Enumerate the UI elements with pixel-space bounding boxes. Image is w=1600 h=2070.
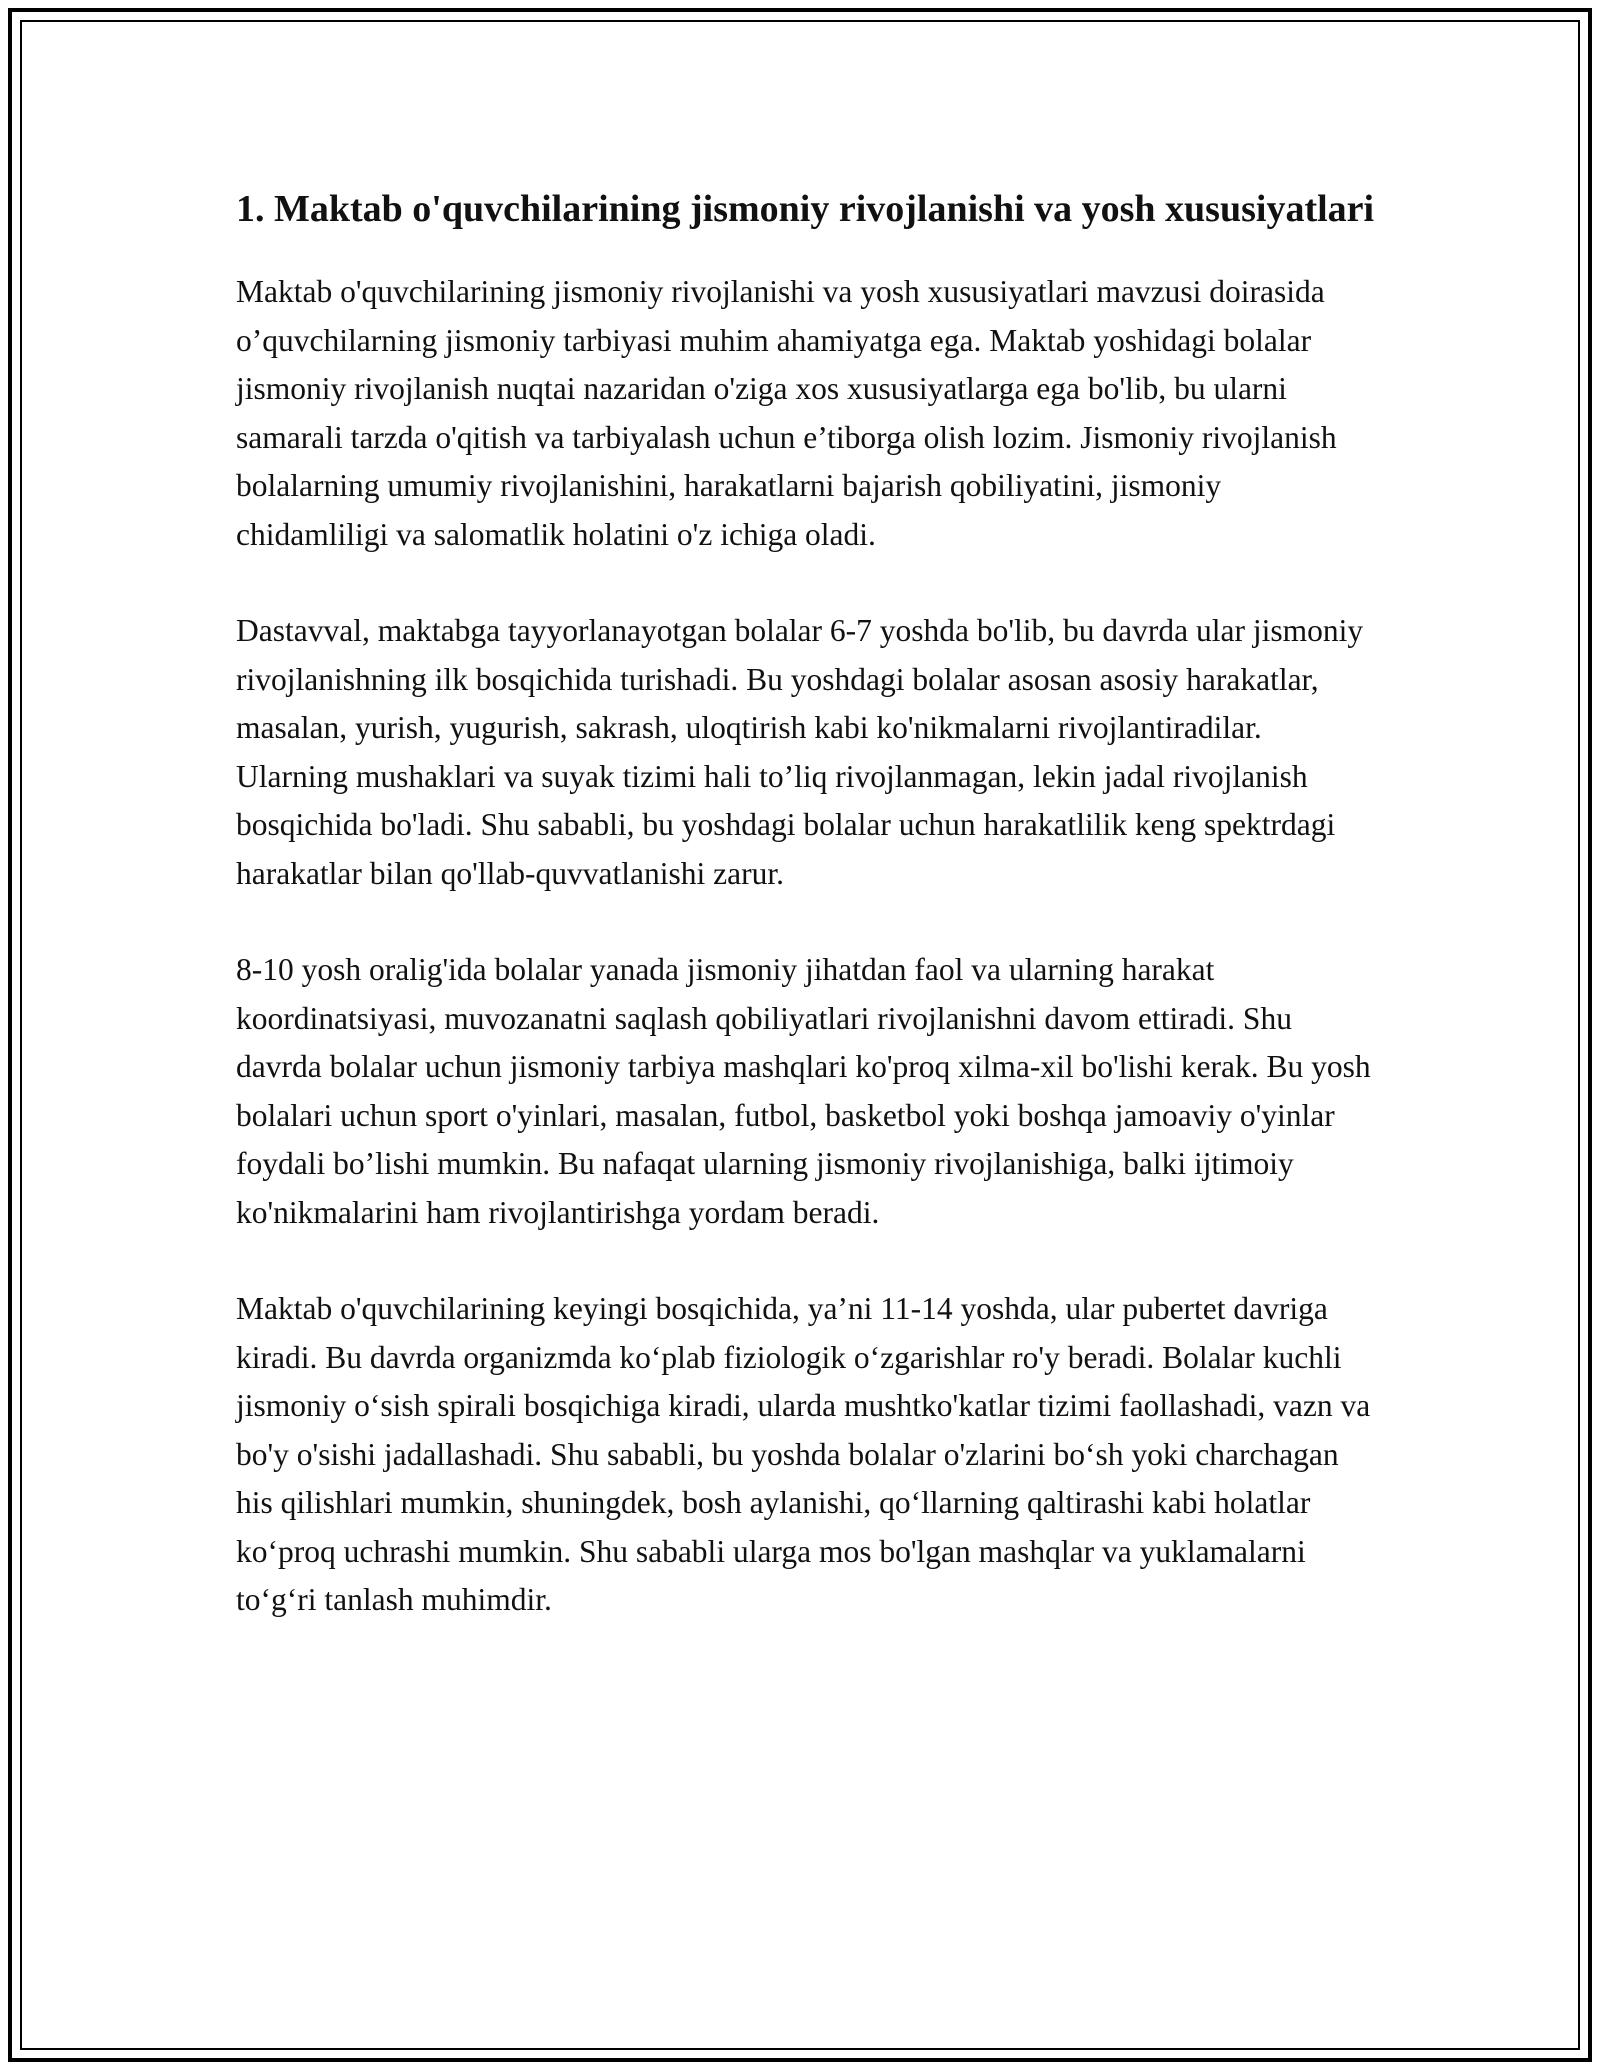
section-title: 1. Maktab o'quvchilarining jismoniy rivojlanishi va yosh xususiyatlari: [236, 188, 1375, 230]
paragraph-age-6-7: Dastavval, maktabga tayyorlanayotgan bolalar 6-7 yoshda bo'lib, bu davrda ular jismoniy rivojlanishning ilk bosqichida turishadi. Bu yoshdagi bolalar asosan asosiy harakatlar, masalan, yurish, yugurish, sakrash, uloqtirish kabi ko'nikmalarni rivojlantiradilar. Ularning mushaklari va suyak tizimi hali to’liq rivojlanmagan, lekin jadal rivojlanish bosqichida bo'ladi. Shu sababli, bu yoshdagi bolalar uchun harakatlilik keng spektrdagi harakatlar bilan qo'llab-quvvatlanishi zarur.: [236, 613, 1364, 891]
paragraph-intro: Maktab o'quvchilarining jismoniy rivojlanishi va yosh xususiyatlari mavzusi doirasida o’quvchilarning jismoniy tarbiyasi muhim ahamiyatga ega. Maktab yoshidagi bolalar jismoniy rivojlanish nuqtai nazaridan o'ziga xos xususiyatlarga ega bo'lib, bu ularni samarali tarzda o'qitish va tarbiyalash uchun e’tiborga olish lozim. Jismoniy rivojlanish bolalarning umumiy rivojlanishini, harakatlarni bajarish qobiliyatini, jismoniy chidamliligi va salomatlik holatini o'z ichiga oladi.: [236, 274, 1337, 552]
paragraph-age-8-10: 8-10 yosh oralig'ida bolalar yanada jismoniy jihatdan faol va ularning harakat koordinatsiyasi, muvozanatni saqlash qobiliyatlari rivojlanishni davom ettiradi. Shu davrda bolalar uchun jismoniy tarbiya mashqlari ko'proq xilma-xil bo'lishi kerak. Bu yosh bolalari uchun sport o'yinlari, masalan, futbol, basketbol yoki boshqa jamoaviy o'yinlar foydali bo’lishi mumkin. Bu nafaqat ularning jismoniy rivojlanishiga, balki ijtimoiy ko'nikmalarini ham rivojlantirishga yordam beradi.: [236, 952, 1371, 1230]
paragraph-age-11-14: Maktab o'quvchilarining keyingi bosqichida, ya’ni 11-14 yoshda, ular pubertet davriga kiradi. Bu davrda organizmda ko‘plab fiziologik o‘zgarishlar ro'y beradi. Bolalar kuchli jismoniy o‘sish spirali bosqichiga kiradi, ularda mushtko'katlar tizimi faollashadi, vazn va bo'y o'sishi jadallashadi. Shu sababli, bu yoshda bolalar o'zlarini bo‘sh yoki charchagan his qilishlari mumkin, shuningdek, bosh aylanishi, qo‘llarning qaltirashi kabi holatlar ko‘proq uchrashi mumkin. Shu sababli ularga mos bo'lgan mashqlar va yuklamalarni to‘g‘ri tanlash muhimdir.: [236, 1291, 1371, 1617]
document-body: [236, 182, 1376, 1673]
